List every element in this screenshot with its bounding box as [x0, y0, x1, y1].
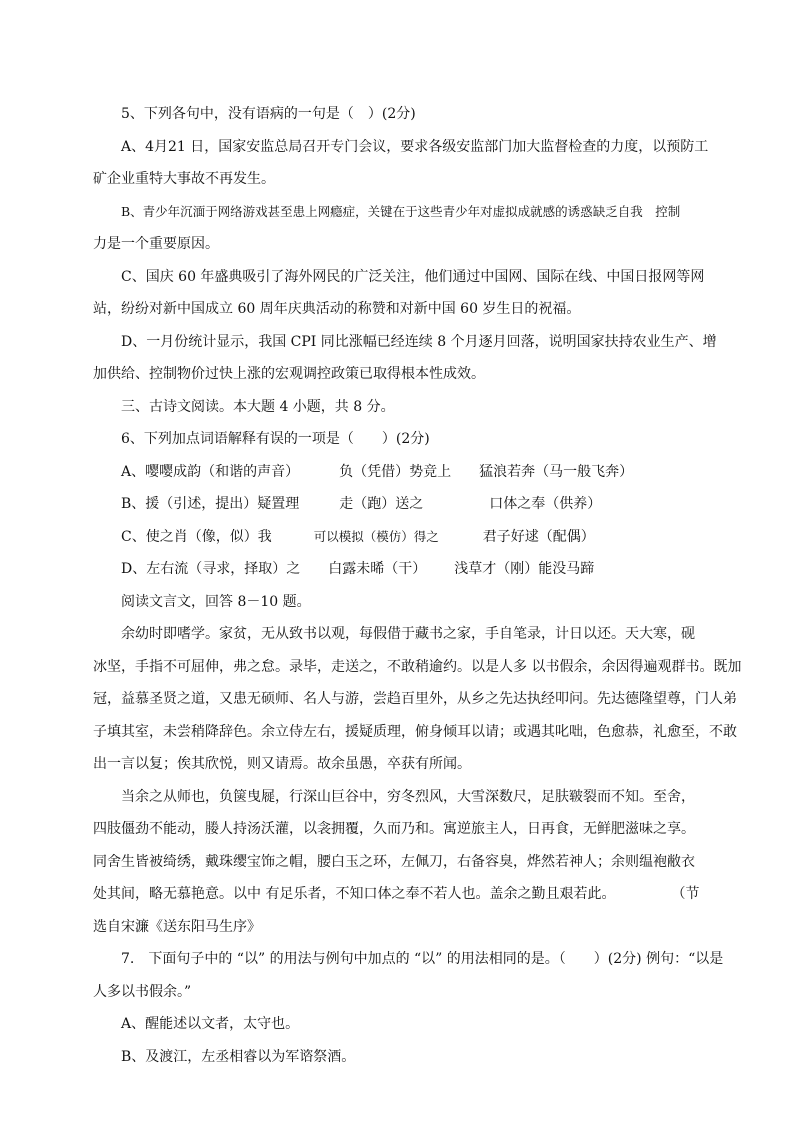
q5-stem: 5、下列各句中，没有语病的一句是（ ）(2分): [121, 106, 416, 122]
passage-p2-line3: 同舍生皆被绮绣，戴珠缨宝饰之帽，腰白玉之环，左佩刀，右备容臭，烨然若神人；余则缊袍敝衣: [93, 853, 695, 870]
q5-option-c-line2: 站，纷纷对新中国成立 60 周年庆典活动的称赞和对新中国 60 岁生日的祝福。: [93, 301, 581, 317]
passage-p1-line1: 余幼时即嗜学。家贫，无从致书以观，每假借于藏书之家，手自笔录，计日以还。天大寒，砚: [121, 626, 695, 642]
q6-option-c: [93, 521, 705, 554]
q7-stem-line2: 人多以书假余。”: [93, 983, 192, 1000]
q6-stem: 6、下列加点词语解释有误的一项是（ ）(2分): [121, 431, 430, 447]
passage-source: 选自宋濂《送东阳马生序》: [93, 918, 261, 935]
passage-p1-line5: 出一言以复；俟其欣悦，则又请焉。故余虽愚，卒获有所闻。: [93, 756, 471, 772]
reading-intro: 阅读文言文，回答 8－10 题。: [121, 593, 311, 610]
q5-option-a-line2: 矿企业重特大事故不再发生。: [93, 171, 275, 187]
q6-option-a: [93, 456, 705, 489]
q6-c-item-2: 可以模拟（模仿）得之: [313, 528, 439, 544]
q6-d-item-3: 浅草才（刚）能没马蹄: [454, 561, 595, 577]
q6-c-item-3: 君子好逑（配偶）: [482, 528, 595, 545]
q6-c-item-1: C、使之肖（像，似）我: [121, 528, 272, 545]
q5-option-d-line1: D、一月份统计显示，我国 CPI 同比涨幅已经连续 8 个月逐月回落，说明国家扶持农业生产、增: [121, 333, 717, 350]
passage-p2-line2: 四肢僵劲不能动，媵人持汤沃灌，以衾拥覆，久而乃和。寓逆旅主人，日再食，无鲜肥滋味之享。: [93, 821, 695, 837]
q6-b-item-3: 口体之奉（供养）: [489, 496, 602, 512]
q7-option-a: A、醒能述以文者，太守也。: [121, 1016, 300, 1032]
passage-p1-line4: 子填其室，未尝稍降辞色。余立侍左右，援疑质理，俯身倾耳以请；或遇其叱咄，色愈恭，礼愈至，不敢: [93, 723, 737, 740]
q6-a-item-1: A、嘤嘤成韵（和谐的声音）: [121, 463, 300, 480]
q6-b-item-1: B、援（引述，提出）疑置理: [121, 496, 300, 512]
passage-p2-line4: 处其间，略无慕艳意。以中 有足乐者，不知口体之奉不若人也。盖余之勤且艰若此。 （节: [93, 886, 700, 902]
passage-p1-line2: 冰坚，手指不可屈伸，弗之怠。录毕，走送之，不敢稍逾约。以是人多 以书假余，余因得遍观群书。既加: [93, 658, 742, 675]
q6-option-b: [93, 488, 705, 521]
q6-a-item-2: 负（凭借）势竞上: [339, 463, 452, 480]
q7-stem-line1: 7. 下面句子中的 “以” 的用法与例句中加点的 “以” 的用法相同的是。（ ）(2分) 例句：“以是: [121, 951, 724, 967]
q6-b-item-2: 走（跑）送之: [339, 496, 424, 512]
passage-p1-line3: 冠，益慕圣贤之道，又患无硕师、名人与游，尝趋百里外，从乡之先达执经叩问。先达德隆望尊，门人弟: [93, 691, 737, 707]
q7-option-b: B、及渡江，左丞相睿以为军谘祭酒。: [121, 1048, 356, 1065]
exam-page: [93, 98, 742, 1073]
q6-option-d: [93, 553, 705, 586]
q6-d-item-2: 白露未晞（干）: [328, 561, 427, 577]
passage-p2-line1: 当余之从师也，负箧曳屣，行深山巨谷中，穷冬烈风，大雪深数尺，足肤皲裂而不知。至舍，: [121, 788, 695, 805]
q5-option-b-line2: 力是一个重要原因。: [93, 236, 219, 252]
q5-option-a-line1: A、4月21 日，国家安监总局召开专门会议，要求各级安监部门加大监督检查的力度，以预防工: [121, 138, 709, 155]
q5-option-d-line2: 加供给、控制物价过快上涨的宏观调控政策已取得根本性成效。: [93, 366, 485, 382]
section-heading: 三、古诗文阅读。本大题 4 小题，共 8 分。: [121, 398, 395, 415]
q6-d-item-1: D、左右流（寻求，择取）之: [121, 561, 301, 577]
q5-option-c-line1: C、国庆 60 年盛典吸引了海外网民的广泛关注，他们通过中国网、国际在线、中国日报网等网: [121, 268, 705, 285]
q5-option-b-line1: B、青少年沉湎于网络游戏甚至患上网瘾症，关键在于这些青少年对虚拟成就感的诱惑缺乏自我 控制: [121, 203, 681, 219]
q6-a-item-3: 猛浪若奔（马一般飞奔）: [479, 463, 634, 480]
